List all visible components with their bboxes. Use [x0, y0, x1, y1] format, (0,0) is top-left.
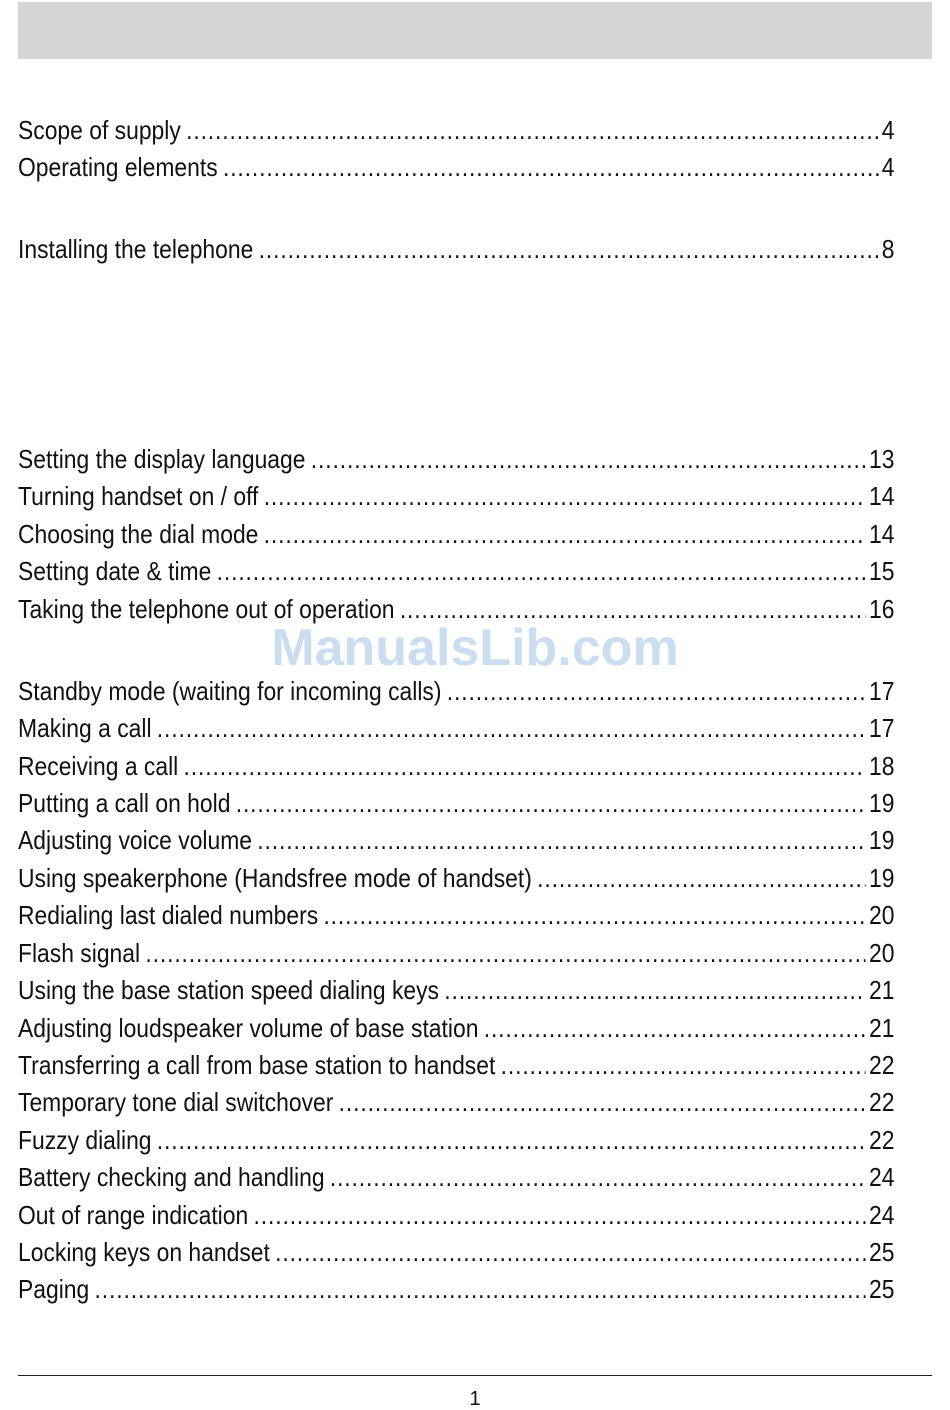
toc-entry-page: 25: [869, 1274, 895, 1304]
toc-dot-leader: [339, 1085, 866, 1119]
toc-entry-page: 14: [869, 481, 895, 511]
toc-entry[interactable]: [18, 674, 894, 708]
toc-entry-page: 25: [869, 1237, 895, 1267]
toc-entry[interactable]: [18, 1011, 894, 1045]
toc-entry[interactable]: [18, 1160, 894, 1194]
toc-dot-leader: [186, 113, 878, 147]
page-number: 1: [469, 1388, 481, 1410]
toc-entry-title: Making a call: [18, 713, 152, 743]
toc-entry-page: 20: [869, 938, 895, 968]
toc-entry-title: Setting the display language: [18, 444, 306, 474]
toc-entry-page: 16: [869, 594, 895, 624]
toc-entry[interactable]: [18, 1272, 894, 1306]
toc-entry[interactable]: [18, 823, 894, 857]
toc-entry-page: 20: [869, 900, 895, 930]
toc-dot-leader: [447, 674, 866, 708]
toc-entry-page: 21: [869, 1013, 895, 1043]
toc-dot-leader: [257, 823, 865, 857]
toc-entry-title: Turning handset on / off: [18, 481, 259, 511]
toc-entry[interactable]: [18, 786, 894, 820]
toc-entry-page: 4: [881, 115, 895, 145]
toc-dot-leader: [275, 1235, 865, 1269]
toc-dot-leader: [311, 442, 866, 476]
toc-entry-page: 14: [869, 519, 895, 549]
toc-dot-leader: [254, 1198, 866, 1232]
toc-entry[interactable]: [18, 749, 894, 783]
toc-entry[interactable]: [18, 711, 894, 745]
toc-entry[interactable]: [18, 592, 894, 626]
toc-entry-page: 22: [869, 1050, 895, 1080]
toc-entry[interactable]: [18, 973, 894, 1007]
toc-entry-page: 4: [881, 152, 895, 182]
toc-entry[interactable]: [18, 898, 894, 932]
toc-entry-page: 19: [869, 825, 895, 855]
footer-divider: [18, 1375, 932, 1376]
toc-entry[interactable]: [18, 479, 894, 513]
toc-entry-title: Fuzzy dialing: [18, 1125, 152, 1155]
watermark: ManualsLib.com: [271, 619, 679, 677]
toc-entry-title: Transferring a call from base station to handset: [18, 1050, 496, 1080]
toc-entry-page: 21: [869, 975, 895, 1005]
toc-entry[interactable]: [18, 1085, 894, 1119]
toc-entry[interactable]: [18, 1048, 894, 1082]
header-bar: [18, 2, 932, 59]
toc-entry-title: Scope of supply: [18, 115, 181, 145]
toc-entry[interactable]: [18, 861, 894, 895]
toc-entry-title: Setting date & time: [18, 556, 212, 586]
toc-entry-title: Adjusting loudspeaker volume of base station: [18, 1013, 479, 1043]
toc-entry[interactable]: [18, 936, 894, 970]
toc-entry[interactable]: [18, 232, 894, 266]
toc-dot-leader: [95, 1272, 866, 1306]
toc-entry-title: Putting a call on hold: [18, 788, 231, 818]
toc-dot-leader: [157, 711, 866, 745]
toc-dot-leader: [537, 861, 865, 895]
toc-entry[interactable]: [18, 1235, 894, 1269]
toc-entry-page: 19: [869, 863, 895, 893]
toc-entry-title: Taking the telephone out of operation: [18, 594, 395, 624]
toc-entry[interactable]: [18, 442, 894, 476]
toc-entry-page: 24: [869, 1200, 895, 1230]
toc-entry-page: 19: [869, 788, 895, 818]
toc-dot-leader: [264, 517, 866, 551]
toc-dot-leader: [400, 592, 866, 626]
toc-entry-page: 17: [869, 713, 895, 743]
toc-dot-leader: [259, 232, 879, 266]
toc-dot-leader: [145, 936, 865, 970]
toc-entry-page: 13: [869, 444, 895, 474]
toc-dot-leader: [157, 1123, 866, 1157]
toc-entry-page: 22: [869, 1125, 895, 1155]
toc-entry[interactable]: [18, 150, 894, 184]
toc-dot-leader: [184, 749, 866, 783]
toc-entry[interactable]: [18, 113, 894, 147]
toc-entry-title: Operating elements: [18, 152, 218, 182]
toc-entry-title: Receiving a call: [18, 751, 179, 781]
toc-entry-title: Battery checking and handling: [18, 1162, 325, 1192]
toc-dot-leader: [323, 898, 865, 932]
toc-dot-leader: [501, 1048, 866, 1082]
toc-entry-title: Temporary tone dial switchover: [18, 1087, 334, 1117]
toc-dot-leader: [484, 1011, 866, 1045]
toc-dot-leader: [444, 973, 865, 1007]
toc-entry-page: 17: [869, 676, 895, 706]
toc-entry[interactable]: [18, 554, 894, 588]
toc-dot-leader: [217, 554, 866, 588]
toc-entry-title: Locking keys on handset: [18, 1237, 270, 1267]
toc-dot-leader: [330, 1160, 866, 1194]
toc-dot-leader: [236, 786, 866, 820]
toc-entry-title: Using speakerphone (Handsfree mode of handset): [18, 863, 532, 893]
toc-entry-page: 15: [869, 556, 895, 586]
toc-entry-title: Choosing the dial mode: [18, 519, 259, 549]
toc-entry-title: Flash signal: [18, 938, 141, 968]
toc-entry-page: 8: [881, 234, 895, 264]
toc-entry-title: Installing the telephone: [18, 234, 254, 264]
toc-dot-leader: [264, 479, 866, 513]
toc-entry-page: 18: [869, 751, 895, 781]
toc-entry-page: 22: [869, 1087, 895, 1117]
toc-dot-leader: [223, 150, 878, 184]
toc-entry[interactable]: [18, 1123, 894, 1157]
toc-entry-title: Paging: [18, 1274, 90, 1304]
toc-entry-title: Redialing last dialed numbers: [18, 900, 319, 930]
toc-entry-title: Out of range indication: [18, 1200, 249, 1230]
toc-entry[interactable]: [18, 1198, 894, 1232]
toc-entry[interactable]: [18, 517, 894, 551]
toc-entry-page: 24: [869, 1162, 895, 1192]
toc-entry-title: Adjusting voice volume: [18, 825, 253, 855]
toc-entry-title: Using the base station speed dialing keys: [18, 975, 440, 1005]
toc-entry-title: Standby mode (waiting for incoming calls): [18, 676, 442, 706]
